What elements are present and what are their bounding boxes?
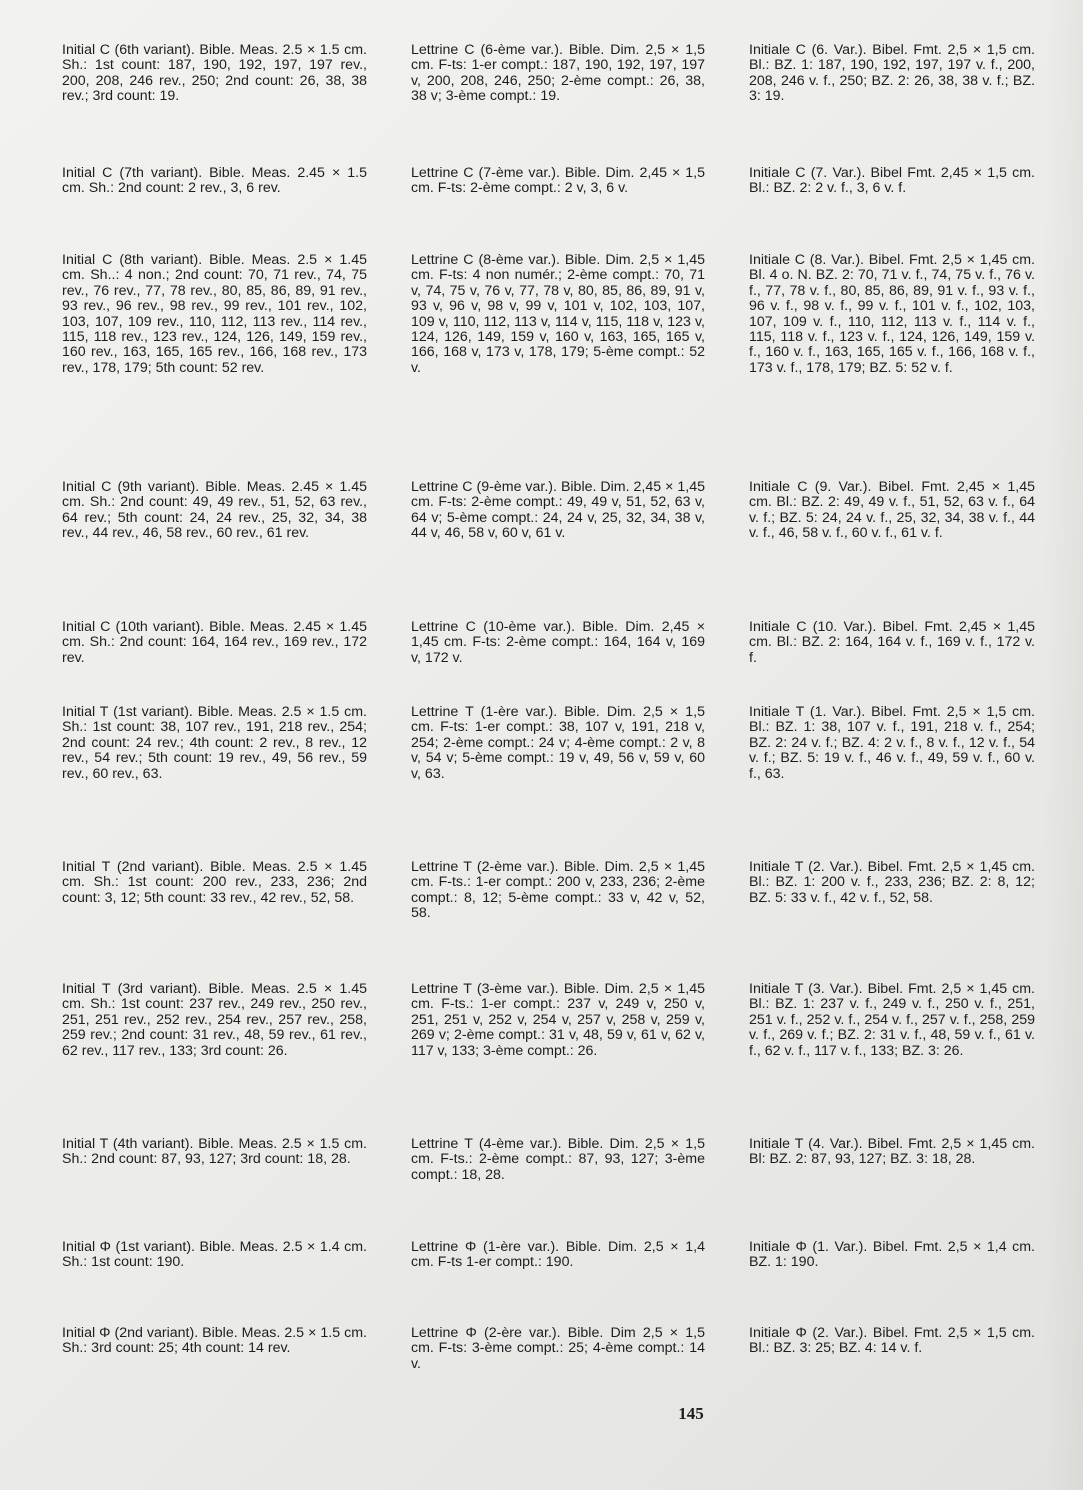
entry-en-t2: Initial T (2nd variant). Bible. Meas. 2.5 × 1.45 cm. Sh.: 1st count: 200 rev., 233, 236; 2nd count: 3, 12; 5th count: 33 rev., 42 rev., 52, 58. xyxy=(62,859,367,906)
entry-en-t3: Initial T (3rd variant). Bible. Meas. 2.5 × 1.45 cm. Sh.: 1st count: 237 rev., 249 rev., 250 rev., 251, 251 rev., 252 rev., 254 rev., 257 rev., 258, 259 rev.; 2nd count: 31 rev., 48, 59 rev., 61 rev., 62 rev., 117 rev., 133; 3rd count: 26. xyxy=(62,981,367,1059)
entry-en-c6: Initial C (6th variant). Bible. Meas. 2.5 × 1.5 cm. Sh.: 1st count: 187, 190, 192, 197, 197 rev., 200, 208, 246 rev., 250; 2nd count: 26, 38, 38 rev.; 3rd count: 19. xyxy=(62,42,367,105)
entry-fr-c8: Lettrine C (8-ème var.). Bible. Dim. 2,5 × 1,45 cm. F-ts: 4 non numér.; 2-ème compt.: 70, 71 v, 74, 75 v, 76 v, 77, 78 v, 80, 85, 86, 89, 91 v, 93 v, 96 v, 98 v, 99 v, 101 v, 102, 103, 107, 109 v, 110, 112, 113 v, 114 v, 115, 118 v, 123 v, 124, 126, 149, 159 v, 160 v, 163, 165, 165 v, 166, 168 v, 173 v, 178, 179; 5-ème compt.: 52 v. xyxy=(411,252,705,376)
entry-fr-t3: Lettrine T (3-ème var.). Bible. Dim. 2,5 × 1,45 cm. F-ts.: 1-er compt.: 237 v, 249 v, 250 v, 251, 251 v, 252 v, 254 v, 257 v, 258 v, 259 v, 269 v; 2-ème compt.: 31 v, 48, 59 v, 61 v, 62 v, 117 v, 133; 3-ème compt.: 26. xyxy=(411,981,705,1059)
entry-de-t1: Initiale T (1. Var.). Bibel. Fmt. 2,5 × 1,5 cm. Bl.: BZ. 1: 38, 107 v. f., 191, 218 v. f., 254; BZ. 2: 24 v. f.; BZ. 4: 2 v. f., 8 v. f., 12 v. f., 54 v. f.; BZ. 5: 19 v. f., 46 v. f., 49, 59 v. f., 60 v. f., 63. xyxy=(749,704,1035,782)
entry-de-t3: Initiale T (3. Var.). Bibel. Fmt. 2,5 × 1,45 cm. Bl.: BZ. 1: 237 v. f., 249 v. f., 250 v. f., 251, 251 v. f., 252 v. f., 254 v. f., 257 v. f., 258, 259 v. f., 269 v. f.; BZ. 2: 31 v. f., 48, 59 v. f., 61 v. f., 62 v. f., 117 v. f., 133; BZ. 3: 26. xyxy=(749,981,1035,1059)
entry-de-c7: Initiale C (7. Var.). Bibel Fmt. 2,45 × 1,5 cm. Bl.: BZ. 2: 2 v. f., 3, 6 v. f. xyxy=(749,165,1035,197)
entry-en-c9: Initial C (9th variant). Bible. Meas. 2.45 × 1.45 cm. Sh.: 2nd count: 49, 49 rev., 51, 52, 63 rev., 64 rev.; 5th count: 24, 24 rev., 25, 32, 34, 38 rev., 44 rev., 46, 58 rev., 60 rev., 61 rev. xyxy=(62,479,367,542)
page-edge-shadow xyxy=(1043,0,1083,1490)
entry-de-phi1: Initiale Φ (1. Var.). Bibel. Fmt. 2,5 × 1,4 cm. BZ. 1: 190. xyxy=(749,1239,1035,1271)
entry-en-t4: Initial T (4th variant). Bible. Meas. 2.5 × 1.5 cm. Sh.: 2nd count: 87, 93, 127; 3rd count: 18, 28. xyxy=(62,1136,367,1168)
entry-fr-t2: Lettrine T (2-ème var.). Bible. Dim. 2,5 × 1,45 cm. F-ts.: 1-er compt.: 200 v, 233, 236; 2-ème compt.: 8, 12; 5-ème compt.: 33 v, 42 v, 52, 58. xyxy=(411,859,705,922)
entry-en-c8: Initial C (8th variant). Bible. Meas. 2.5 × 1.45 cm. Sh..: 4 non.; 2nd count: 70, 71 rev., 74, 75 rev., 76 rev., 77, 78 rev., 80, 85, 86, 89, 91 rev., 93 rev., 96 rev., 98 rev., 99 rev., 101 rev., 102, 103, 107, 109 rev., 110, 112, 113 rev., 114 rev., 115, 118 rev., 123 rev., 124, 126, 149, 159 rev., 160 rev., 163, 165, 165 rev., 166, 168 rev., 173 rev., 178, 179; 5th count: 52 rev. xyxy=(62,252,367,376)
entry-fr-t1: Lettrine T (1-ère var.). Bible. Dim. 2,5 × 1,5 cm. F-ts: 1-er compt.: 38, 107 v, 191, 218 v, 254; 2-ème compt.: 24 v; 4-ème compt.: 2 v, 8 v, 54 v; 5-ème compt.: 19 v, 49, 56 v, 59 v, 60 v, 63. xyxy=(411,704,705,782)
entry-fr-c9: Lettrine C (9-ème var.). Bible. Dim. 2,45 × 1,45 cm. F-ts: 2-ème compt.: 49, 49 v, 51, 52, 63 v, 64 v; 5-ème compt.: 24, 24 v, 25, 32, 34, 38 v, 44 v, 46, 58 v, 60 v, 61 v. xyxy=(411,479,705,542)
entry-de-c10: Initiale C (10. Var.). Bibel. Fmt. 2,45 × 1,45 cm. Bl.: BZ. 2: 164, 164 v. f., 169 v. f., 172 v. f. xyxy=(749,619,1035,666)
entry-de-t4: Initiale T (4. Var.). Bibel. Fmt. 2,5 × 1,45 cm. Bl: BZ. 2: 87, 93, 127; BZ. 3: 18, 28. xyxy=(749,1136,1035,1168)
entry-de-c8: Initiale C (8. Var.). Bibel. Fmt. 2,5 × 1,45 cm. Bl. 4 o. N. BZ. 2: 70, 71 v. f., 74, 75 v. f., 76 v. f., 77, 78 v. f., 80, 85, 86, 89, 91 v. f., 93 v. f., 96 v. f., 98 v. f., 99 v. f., 101 v. f., 102, 103, 107, 109 v. f., 110, 112, 113 v. f., 114 v. f., 115, 118 v. f., 123 v. f., 124, 126, 149, 159 v. f., 160 v. f., 163, 165, 165 v. f., 166, 168 v. f., 173 v. f., 178, 179; BZ. 5: 52 v. f. xyxy=(749,252,1035,376)
entry-de-phi2: Initiale Φ (2. Var.). Bibel. Fmt. 2,5 × 1,5 cm. Bl.: BZ. 3: 25; BZ. 4: 14 v. f. xyxy=(749,1325,1035,1357)
entry-en-c7: Initial C (7th variant). Bible. Meas. 2.45 × 1.5 cm. Sh.: 2nd count: 2 rev., 3, 6 rev. xyxy=(62,165,367,197)
page-number: 145 xyxy=(678,1404,704,1423)
entry-de-c9: Initiale C (9. Var.). Bibel. Fmt. 2,45 × 1,45 cm. Bl.: BZ. 2: 49, 49 v. f., 51, 52, 63 v. f., 64 v. f.; BZ. 5: 24, 24 v. f., 25, 32, 34, 38 v. f., 44 v. f., 46, 58 v. f., 60 v. f., 61 v. f. xyxy=(749,479,1035,542)
entry-fr-c10: Lettrine C (10-ème var.). Bible. Dim. 2,45 × 1,45 cm. F-ts: 2-ème compt.: 164, 164 v, 169 v, 172 v. xyxy=(411,619,705,666)
entry-fr-c6: Lettrine C (6-ème var.). Bible. Dim. 2,5 × 1,5 cm. F-ts: 1-er compt.: 187, 190, 192, 197, 197 v, 200, 208, 246, 250; 2-ème compt.: 26, 38, 38 v; 3-ème compt.: 19. xyxy=(411,42,705,105)
entry-de-c6: Initiale C (6. Var.). Bibel. Fmt. 2,5 × 1,5 cm. Bl.: BZ. 1: 187, 190, 192, 197, 197 v. f., 200, 208, 246 v. f., 250; BZ. 2: 26, 38, 38 v. f.; BZ. 3: 19. xyxy=(749,42,1035,105)
entry-en-c10: Initial C (10th variant). Bible. Meas. 2.45 × 1.45 cm. Sh.: 2nd count: 164, 164 rev., 169 rev., 172 rev. xyxy=(62,619,367,666)
entry-fr-c7: Lettrine C (7-ème var.). Bible. Dim. 2,45 × 1,5 cm. F-ts: 2-ème compt.: 2 v, 3, 6 v. xyxy=(411,165,705,197)
entry-en-phi1: Initial Φ (1st variant). Bible. Meas. 2.5 × 1.4 cm. Sh.: 1st count: 190. xyxy=(62,1239,367,1271)
entry-en-phi2: Initial Φ (2nd variant). Bible. Meas. 2.5 × 1.5 cm. Sh.: 3rd count: 25; 4th count: 14 rev. xyxy=(62,1325,367,1357)
entry-fr-phi1: Lettrine Φ (1-ère var.). Bible. Dim. 2,5 × 1,4 cm. F-ts 1-er compt.: 190. xyxy=(411,1239,705,1271)
entry-en-t1: Initial T (1st variant). Bible. Meas. 2.5 × 1.5 cm. Sh.: 1st count: 38, 107 rev., 191, 218 rev., 254; 2nd count: 24 rev.; 4th count: 2 rev., 8 rev., 12 rev., 54 rev.; 5th count: 19 rev., 49, 56 rev., 59 rev., 60 rev., 63. xyxy=(62,704,367,782)
entry-de-t2: Initiale T (2. Var.). Bibel. Fmt. 2,5 × 1,45 cm. Bl.: BZ. 1: 200 v. f., 233, 236; BZ. 2: 8, 12; BZ. 5: 33 v. f., 42 v. f., 52, 58. xyxy=(749,859,1035,906)
entry-fr-phi2: Lettrine Φ (2-ère var.). Bible. Dim 2,5 × 1,5 cm. F-ts: 3-ème compt.: 25; 4-ème compt.: 14 v. xyxy=(411,1325,705,1372)
entry-fr-t4: Lettrine T (4-ème var.). Bible. Dim. 2,5 × 1,5 cm. F-ts.: 2-ème compt.: 87, 93, 127; 3-ème compt.: 18, 28. xyxy=(411,1136,705,1183)
